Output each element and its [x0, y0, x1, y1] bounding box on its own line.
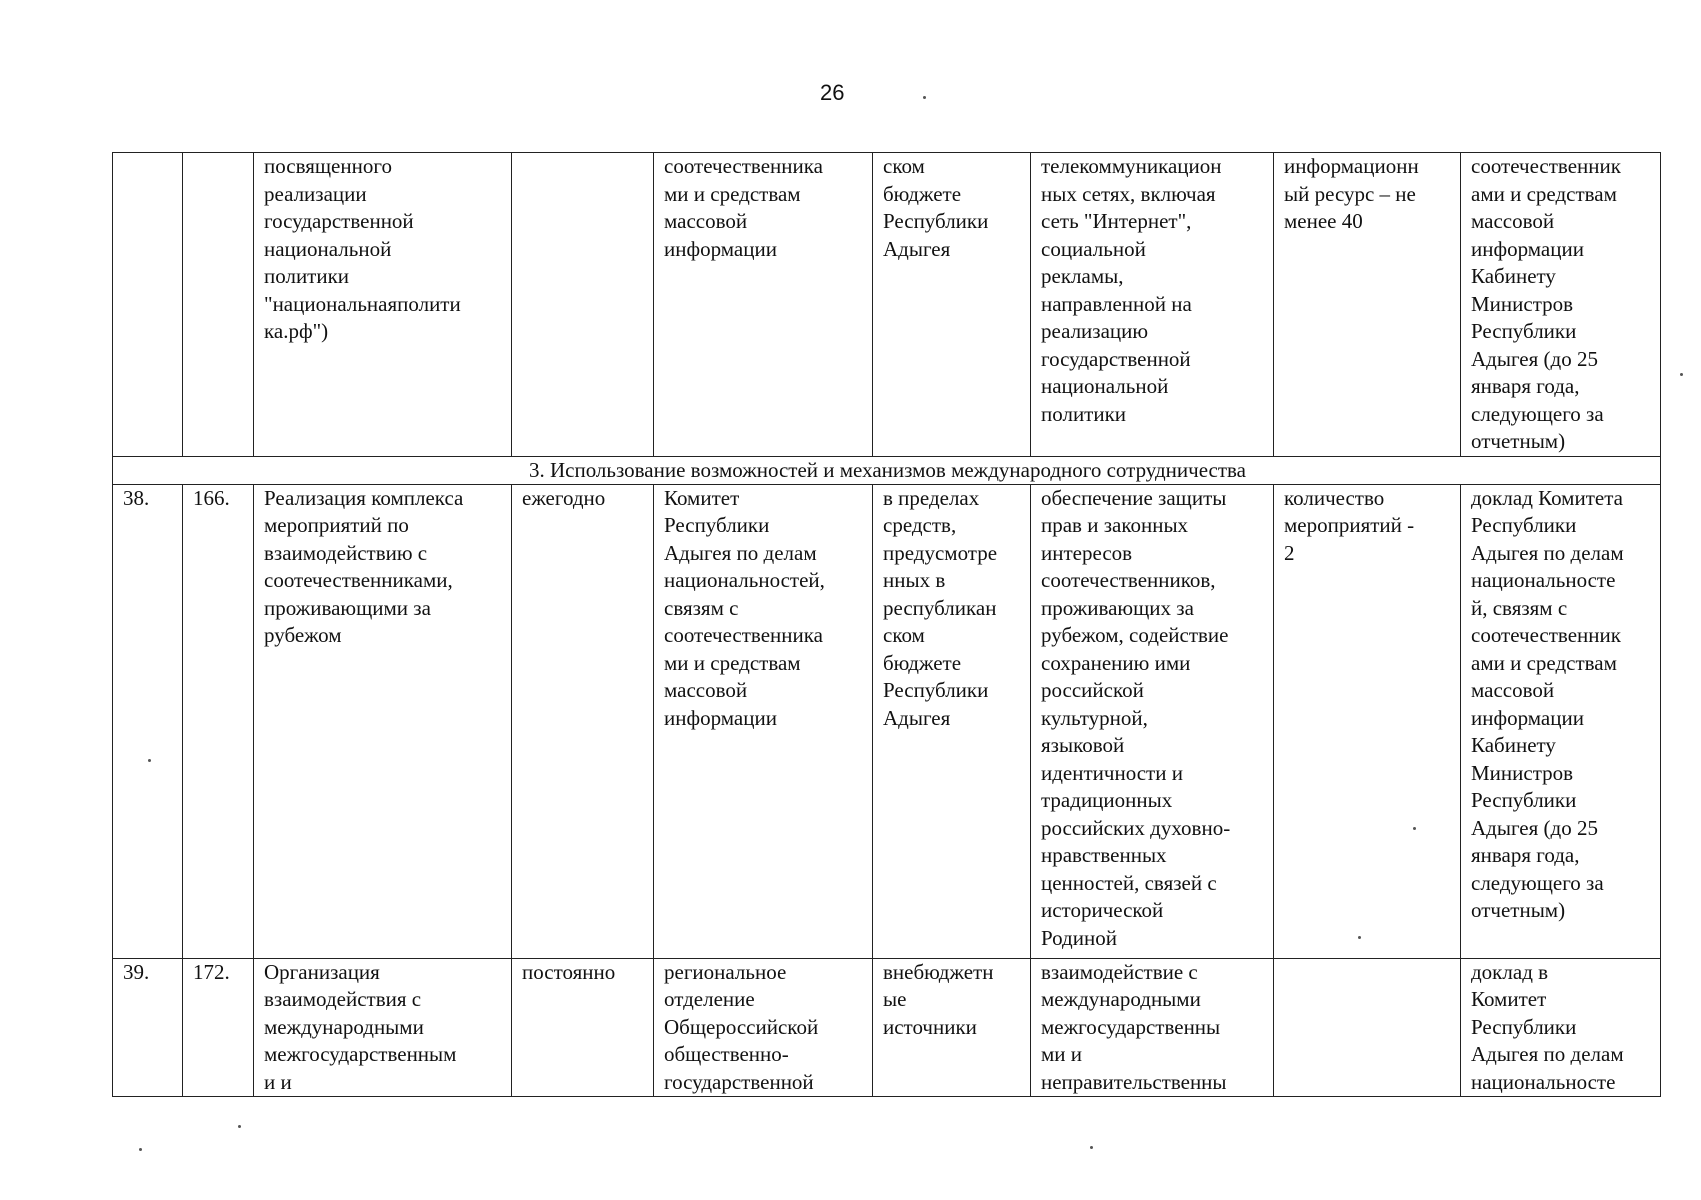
executor-cell: Комитет Республики Адыгея по делам национальностей, связям с соотечественника ми и средствам массовой информации [654, 484, 873, 958]
table-row [113, 484, 1661, 958]
funding-cell: внебюджетн ые источники [873, 958, 1031, 1097]
executor-cell: соотечественника ми и средствам массовой информации [654, 153, 873, 457]
scan-speck [139, 1148, 142, 1151]
scan-speck [1413, 827, 1416, 830]
plan-table [112, 152, 1661, 1097]
report-form-cell: доклад в Комитет Республики Адыгея по делам национальносте [1461, 958, 1661, 1097]
scan-speck [1680, 373, 1683, 376]
expected-result-cell: взаимодействие с международными межгосударственны ми и неправительственны [1031, 958, 1274, 1097]
indicator-cell [1274, 958, 1461, 1097]
funding-cell: ском бюджете Республики Адыгея [873, 153, 1031, 457]
measure-name-cell: Реализация комплекса мероприятий по взаимодействию с соотечественниками, проживающими за рубежом [254, 484, 512, 958]
item-number-cell: 172. [183, 958, 254, 1097]
section-title: 3. Использование возможностей и механизмов международного сотрудничества [113, 456, 1661, 484]
scan-speck [923, 96, 926, 99]
report-form-cell: доклад Комитета Республики Адыгея по делам национальносте й, связям с соотечественник ами и средствам массовой информации Кабинету Министров Республики Адыгея (до 25 января года, следующего за отчетным) [1461, 484, 1661, 958]
measure-name-cell: Организация взаимодействия с международными межгосударственным и и [254, 958, 512, 1097]
executor-cell: региональное отделение Общероссийской общественно- государственной [654, 958, 873, 1097]
row-number-cell: 39. [113, 958, 183, 1097]
expected-result-cell: обеспечение защиты прав и законных интересов соотечественников, проживающих за рубежом, содействие сохранению ими российской культурной, языковой идентичности и традиционных российских духовно- нравственных ценностей, связей с исторической Родиной [1031, 484, 1274, 958]
measure-name-cell: посвященного реализации государственной национальной политики "национальнаяполити ка.рф") [254, 153, 512, 457]
table-row [113, 153, 1661, 457]
indicator-cell: информационн ый ресурс – не менее 40 [1274, 153, 1461, 457]
scan-speck [238, 1125, 241, 1128]
term-cell: ежегодно [512, 484, 654, 958]
scan-speck [1358, 936, 1361, 939]
expected-result-cell: телекоммуникацион ных сетях, включая сеть "Интернет", социальной рекламы, направленной на реализацию государственной национальной политики [1031, 153, 1274, 457]
row-number-cell [113, 153, 183, 457]
item-number-cell [183, 153, 254, 457]
item-number-cell: 166. [183, 484, 254, 958]
indicator-cell: количество мероприятий - 2 [1274, 484, 1461, 958]
term-cell [512, 153, 654, 457]
section-row [113, 456, 1661, 484]
funding-cell: в пределах средств, предусмотре нных в республикан ском бюджете Республики Адыгея [873, 484, 1031, 958]
row-number-cell: 38. [113, 484, 183, 958]
table-row [113, 958, 1661, 1097]
scan-speck [148, 759, 151, 762]
report-form-cell: соотечественник ами и средствам массовой информации Кабинету Министров Республики Адыгея (до 25 января года, следующего за отчетным) [1461, 153, 1661, 457]
page-number: 26 [820, 80, 845, 105]
scan-speck [1090, 1146, 1093, 1149]
term-cell: постоянно [512, 958, 654, 1097]
